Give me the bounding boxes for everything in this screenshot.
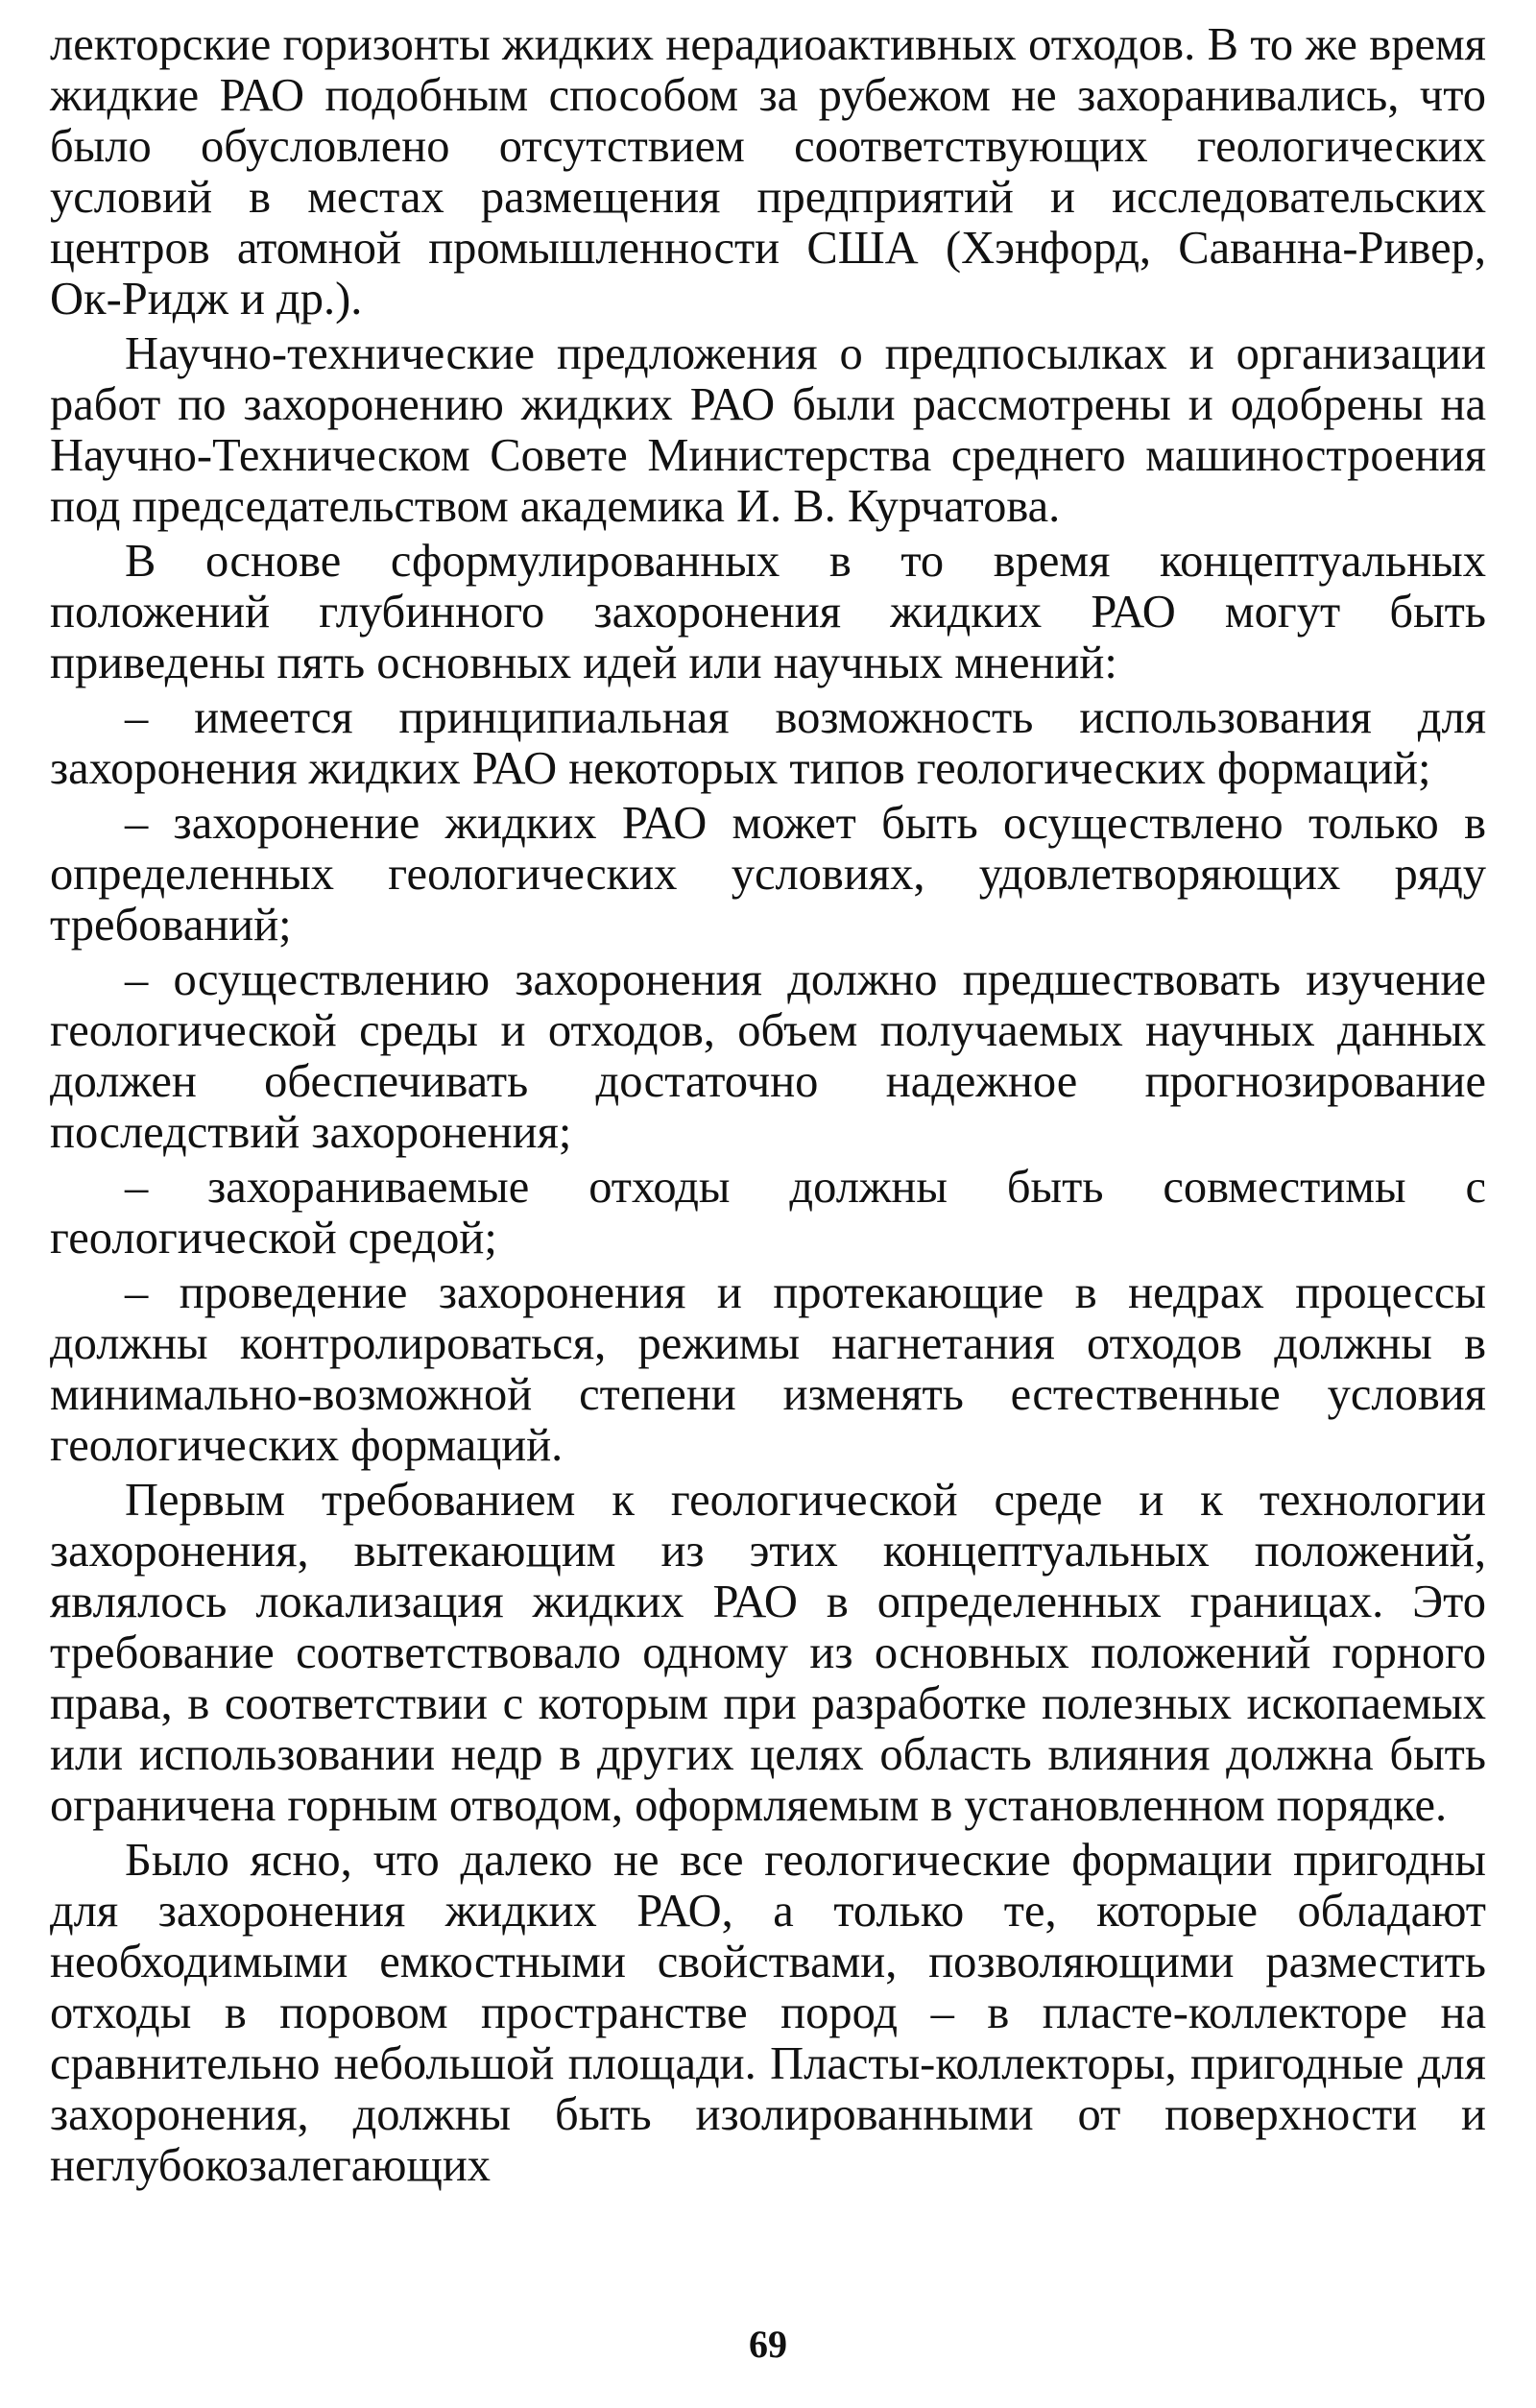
paragraph-concepts-intro: В основе сформулированных в то время концептуальных положений глубинного захоронения жидких РАО могут быть приведены пять основных идей или научных мнений: [50, 536, 1486, 688]
list-item-idea-4: – захораниваемые отходы должны быть совместимы с геологической средой; [50, 1162, 1486, 1264]
page-number: 69 [749, 2323, 787, 2366]
paragraph-continuation: лекторские горизонты жидких нерадиоактивных отходов. В то же время жидкие РАО подобным способом за рубежом не захоранивались, что было обусловлено отсутствием соответствующих геологических условий в местах размещения предприятий и исследовательских центров атомной промышленности США (Хэнфорд, Саванна-Ривер, Ок-Ридж и др.). [50, 19, 1486, 325]
list-item-idea-2: – захоронение жидких РАО может быть осуществлено только в определенных геологических условиях, удовлетворяющих ряду требований; [50, 798, 1486, 951]
paragraph-first-requirement: Первым требованием к геологической среде и к технологии захоронения, вытекающим из этих концептуальных положений, являлось локализация жидких РАО в определенных границах. Это требование соответствовало одному из основных положений горного права, в соответствии с которым при разработке полезных ископаемых или использовании недр в других целях область влияния должна быть ограничена горным отводом, оформляемым в установленном порядке. [50, 1475, 1486, 1831]
list-item-idea-5: – проведение захоронения и протекающие в недрах процессы должны контролироваться, режимы нагнетания отходов должны в минимально-возможной степени изменять естественные условия геологических формаций. [50, 1267, 1486, 1471]
list-item-idea-1: – имеется принципиальная возможность использования для захоронения жидких РАО некоторых типов геологических формаций; [50, 692, 1486, 794]
page-body [50, 19, 1486, 2304]
paragraph-proposals: Научно-технические предложения о предпосылках и организации работ по захоронению жидких РАО были рассмотрены и одобрены на Научно-Техническом Совете Министерства среднего машиностроения под председательством академика И. В. Курчатова. [50, 328, 1486, 532]
list-item-idea-3: – осуществлению захоронения должно предшествовать изучение геологической среды и отходов, объем получаемых научных данных должен обеспечивать достаточно надежное прогнозирование последствий захоронения; [50, 954, 1486, 1158]
paragraph-suitable-formations: Было ясно, что далеко не все геологические формации пригодны для захоронения жидких РАО, а только те, которые обладают необходимыми емкостными свойствами, позволяющими разместить отходы в поровом пространстве пород – в пласте-коллекторе на сравнительно небольшой площади. Пласты-коллекторы, пригодные для захоронения, должны быть изолированными от поверхности и неглубокозалегающих [50, 1835, 1486, 2191]
